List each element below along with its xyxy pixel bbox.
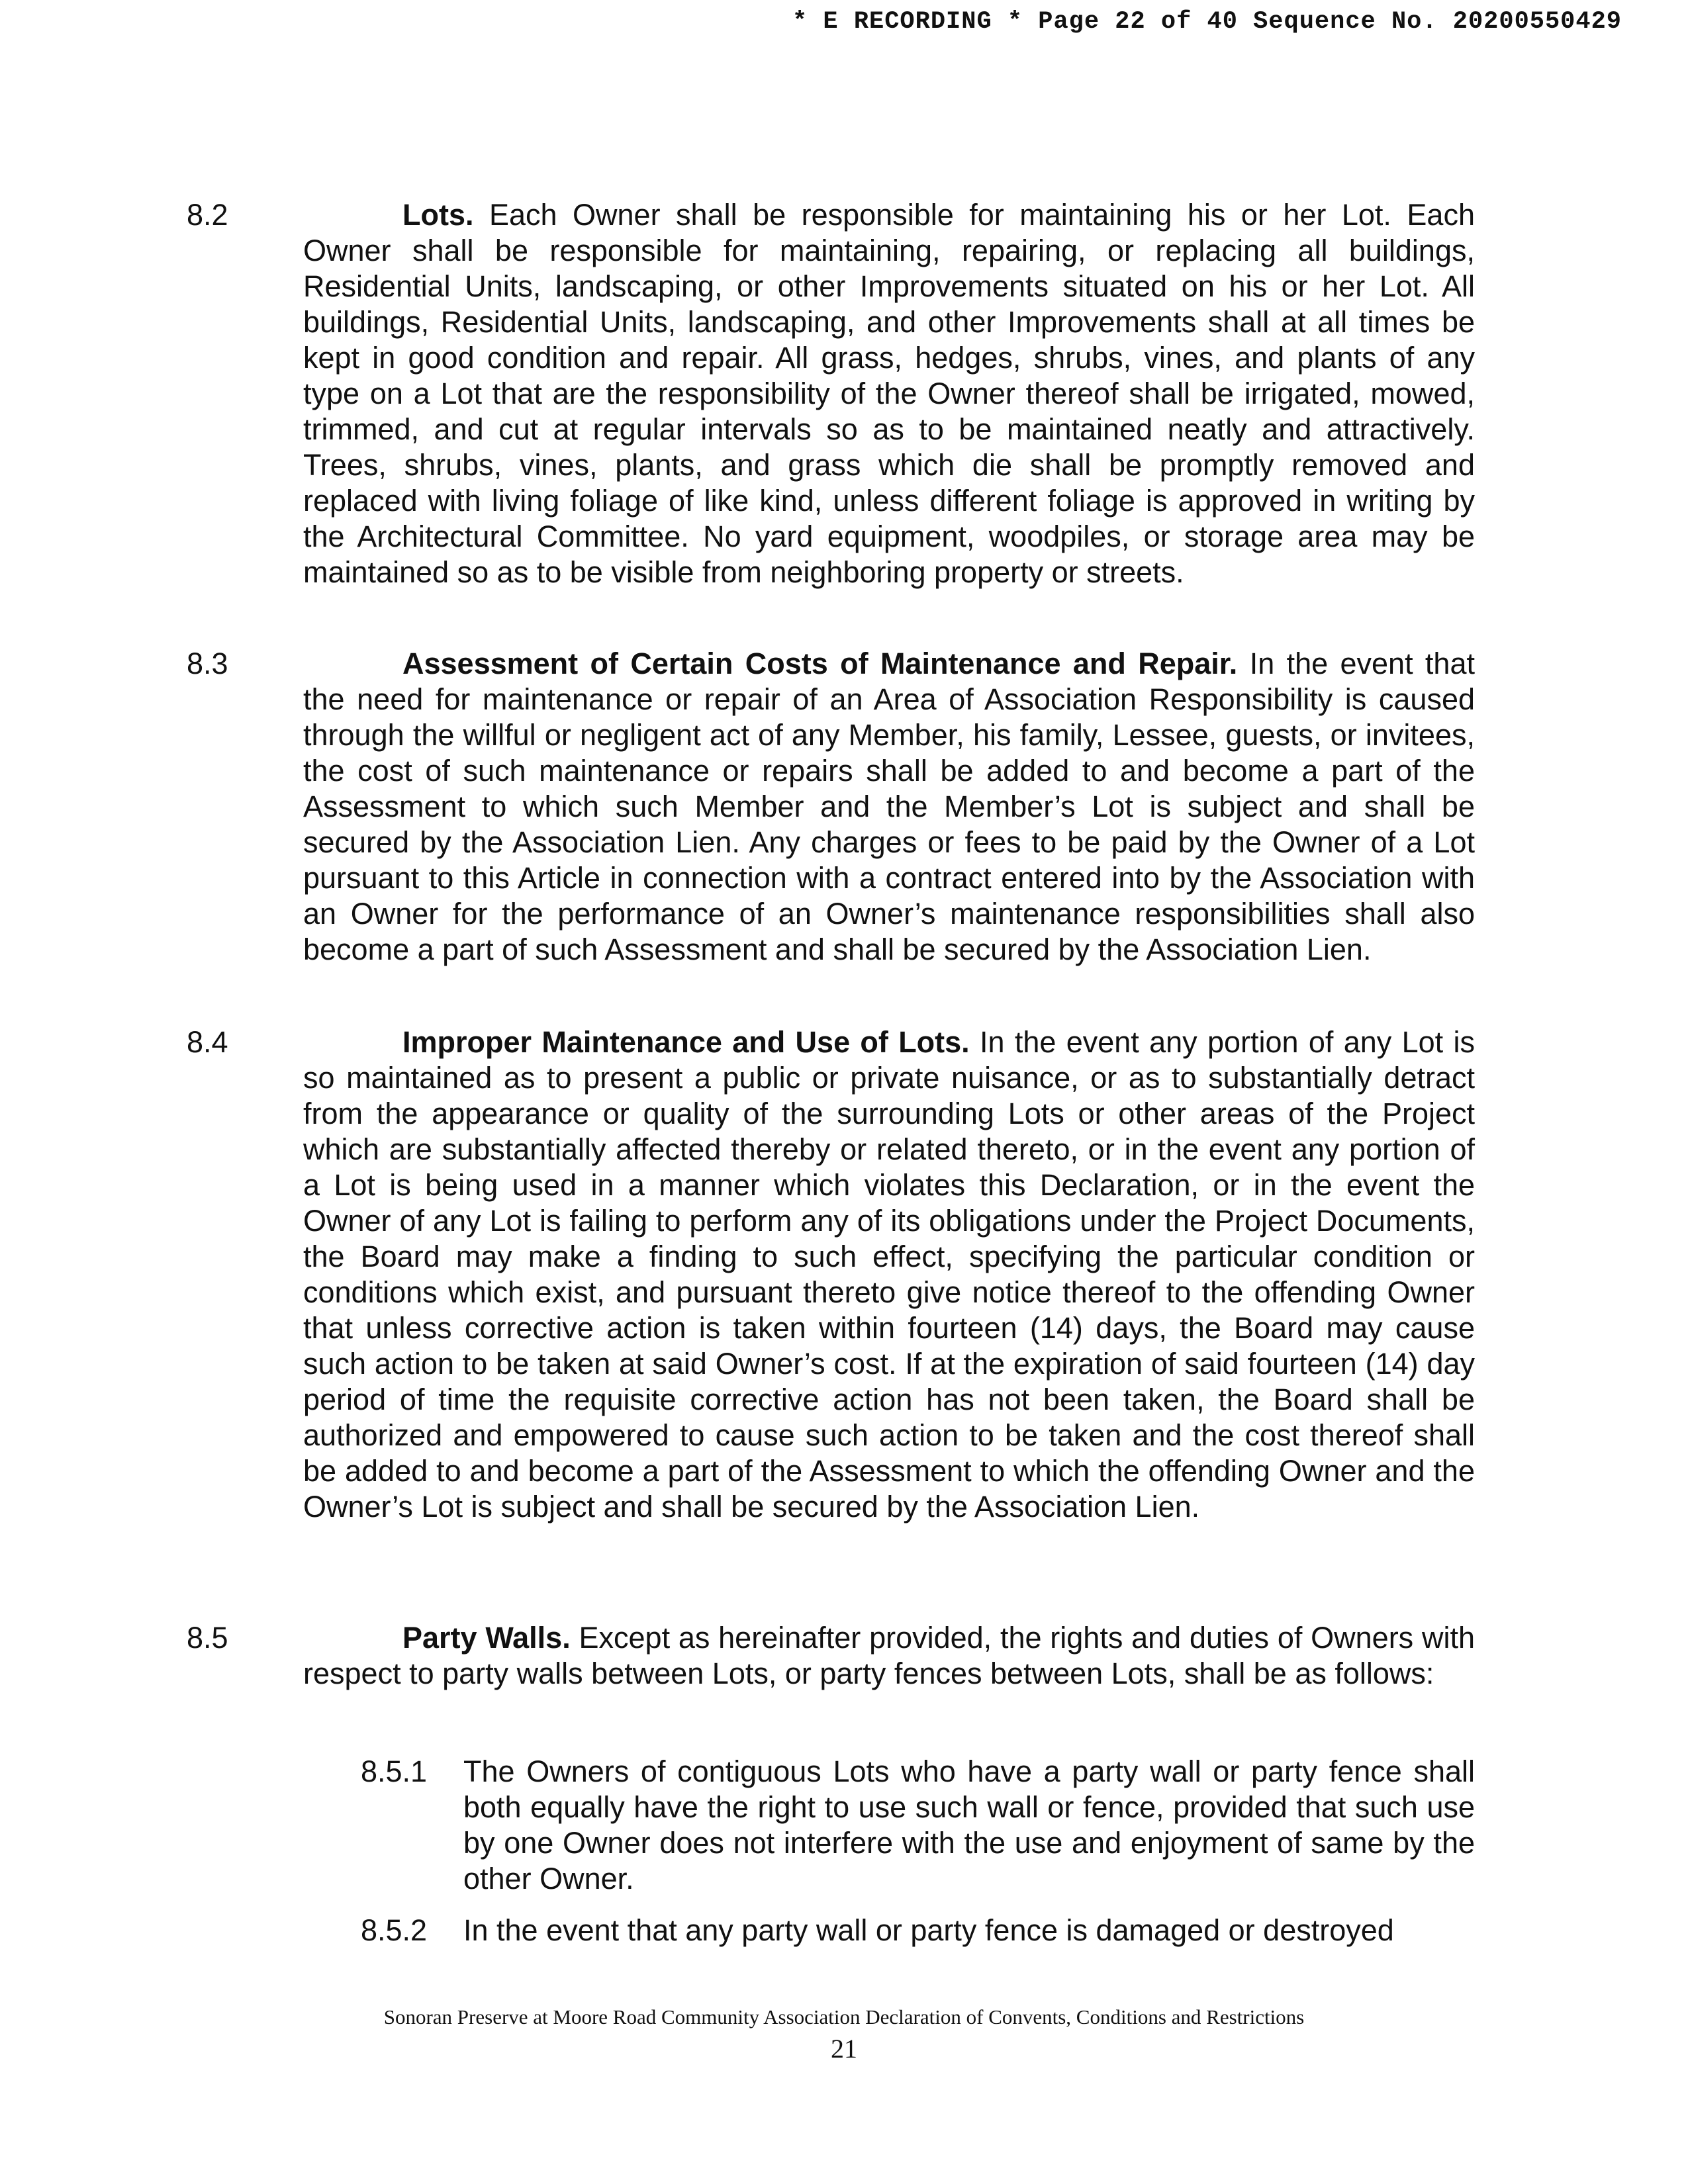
section-number: 8.4: [187, 1025, 228, 1059]
section-body: [303, 646, 1475, 968]
section-heading: Party Walls.: [402, 1621, 571, 1655]
subsection-number: 8.5.1: [361, 1754, 428, 1788]
section-heading: Improper Maintenance and Use of Lots.: [402, 1025, 970, 1059]
section-body: [303, 1024, 1475, 1525]
section-number: 8.5: [187, 1621, 228, 1655]
section-body: [303, 197, 1475, 590]
subsection-text: The Owners of contiguous Lots who have a party wall or party fence shall both equally have the right to use such wall or fence, provided that such use by one Owner does not interfere with the use and enjoyment of same by the other Owner.: [463, 1754, 1475, 1895]
section-number: 8.2: [187, 198, 228, 232]
section-text: In the event that the need for maintenance or repair of an Area of Association Responsibility is caused through the willful or negligent act of any Member, his family, Lessee, guests, or invitees, the cost of such maintenance or repairs shall be added to and become a part of the Assessment to which such Member and the Member’s Lot is subject and shall be secured by the Association Lien. Any charges or fees to be paid by the Owner of a Lot pursuant to this Article in connection with a contract entered into by the Association with an Owner for the performance of an Owner’s maintenance responsibilities shall also become a part of such Assessment and shall be secured by the Association Lien.: [303, 647, 1475, 966]
section-text: Except as hereinafter provided, the rights and duties of Owners with respect to party walls between Lots, or party fences between Lots, shall be as follows:: [303, 1621, 1475, 1690]
section-body: [303, 1620, 1475, 1692]
page-number: 21: [831, 2034, 857, 2064]
section-text: Each Owner shall be responsible for maintaining his or her Lot. Each Owner shall be responsible for maintaining, repairing, or replacing all buildings, Residential Units, landscaping, or other Improvements situated on his or her Lot. All buildings, Residential Units, landscaping, and other Improvements shall at all times be kept in good condition and repair. All grass, hedges, shrubs, vines, and plants of any type on a Lot that are the responsibility of the Owner thereof shall be irrigated, mowed, trimmed, and cut at regular intervals so as to be maintained neatly and attractively. Trees, shrubs, vines, plants, and grass which die shall be promptly removed and replaced with living foliage of like kind, unless different foliage is approved in writing by the Architectural Committee. No yard equipment, woodpiles, or storage area may be maintained so as to be visible from neighboring property or streets.: [303, 198, 1475, 589]
section-heading: Lots.: [402, 198, 474, 232]
subsection-text: In the event that any party wall or party fence is damaged or destroyed: [463, 1913, 1394, 1947]
section-text: In the event any portion of any Lot is so maintained as to present a public or private nuisance, or as to substantially detract from the appearance or quality of the surrounding Lots or other areas of the Project which are substantially affected thereby or related thereto, or in the event any portion of a Lot is being used in a manner which violates this Declaration, or in the event the Owner of any Lot is failing to perform any of its obligations under the Project Documents, the Board may make a finding to such effect, specifying the particular condition or conditions which exist, and pursuant thereto give notice thereof to the offending Owner that unless corrective action is taken within fourteen (14) days, the Board may cause such action to be taken at said Owner’s cost. If at the expiration of said fourteen (14) day period of time the requisite corrective action has not been taken, the Board shall be authorized and empowered to cause such action to be taken and the cost thereof shall be added to and become a part of the Assessment to which the offending Owner and the Owner’s Lot is subject and shall be secured by the Association Lien.: [303, 1025, 1475, 1524]
section-number: 8.3: [187, 647, 228, 680]
recording-header: * E RECORDING * Page 22 of 40 Sequence No. 20200550429: [792, 8, 1622, 36]
subsection-number: 8.5.2: [361, 1913, 428, 1947]
footer-document-title: Sonoran Preserve at Moore Road Community Association Declaration of Convents, Conditions and Restrictions: [383, 2005, 1305, 2028]
section-heading: Assessment of Certain Costs of Maintenance and Repair.: [402, 647, 1238, 680]
